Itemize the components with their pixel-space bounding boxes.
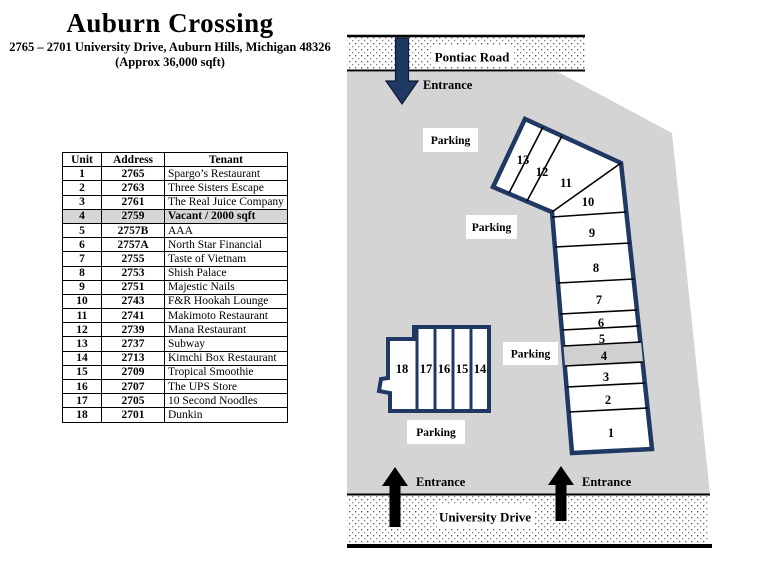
unit-1-label: 1 — [607, 426, 615, 440]
unit-cell: 8 — [63, 266, 102, 280]
unit-15-label: 15 — [455, 362, 469, 376]
address-cell: 2739 — [102, 323, 165, 337]
pontiac-road-label: Pontiac Road — [434, 49, 510, 65]
address-cell: 2763 — [102, 181, 165, 195]
unit-2-label: 2 — [604, 393, 612, 407]
unit-9-label: 9 — [588, 226, 596, 240]
property-address: 2765 – 2701 University Drive, Auburn Hills, Michigan 48326 — [9, 40, 331, 54]
tenant-cell: 10 Second Noodles — [165, 394, 288, 408]
tenant-cell: Three Sisters Escape — [165, 181, 288, 195]
unit-cell: 18 — [63, 408, 102, 422]
unit-14-label: 14 — [473, 362, 487, 376]
unit-cell: 13 — [63, 337, 102, 351]
unit-7-label: 7 — [595, 293, 603, 307]
unit-16-label: 16 — [437, 362, 451, 376]
entrance-label-southeast: Entrance — [582, 475, 632, 489]
university-drive-label: University Drive — [438, 509, 532, 525]
unit-17-label: 17 — [419, 362, 433, 376]
unit-cell: 12 — [63, 323, 102, 337]
unit-cell: 3 — [63, 195, 102, 209]
tenant-cell: F&R Hookah Lounge — [165, 294, 288, 308]
address-cell: 2705 — [102, 394, 165, 408]
tenant-cell: Taste of Vietnam — [165, 252, 288, 266]
unit-cell: 17 — [63, 394, 102, 408]
unit-cell: 5 — [63, 223, 102, 237]
parking-label-north: Parking — [430, 135, 471, 147]
address-cell: 2757A — [102, 238, 165, 252]
tenant-cell: Kimchi Box Restaurant — [165, 351, 288, 365]
address-cell: 2753 — [102, 266, 165, 280]
tenant-cell: Spargo’s Restaurant — [165, 167, 288, 181]
unit-cell: 6 — [63, 238, 102, 252]
unit-cell: 11 — [63, 309, 102, 323]
tenant-cell: Tropical Smoothie — [165, 365, 288, 379]
address-cell: 2743 — [102, 294, 165, 308]
unit-cell: 7 — [63, 252, 102, 266]
parking-label-center: Parking — [471, 222, 512, 234]
address-cell: 2737 — [102, 337, 165, 351]
tenant-cell: Majestic Nails — [165, 280, 288, 294]
address-cell: 2713 — [102, 351, 165, 365]
address-cell: 2761 — [102, 195, 165, 209]
parking-label-south: Parking — [416, 427, 456, 439]
tenant-cell: The Real Juice Company — [165, 195, 288, 209]
address-header: Address — [102, 153, 165, 167]
address-cell: 2707 — [102, 380, 165, 394]
unit-cell: 14 — [63, 351, 102, 365]
unit-header: Unit — [63, 153, 102, 167]
tenant-cell: Subway — [165, 337, 288, 351]
tenant-cell: Mana Restaurant — [165, 323, 288, 337]
unit-cell: 9 — [63, 280, 102, 294]
tenant-cell: Vacant / 2000 sqft — [165, 209, 288, 223]
unit-cell: 4 — [63, 209, 102, 223]
address-cell: 2759 — [102, 209, 165, 223]
property-sqft: (Approx 36,000 sqft) — [115, 55, 225, 69]
address-cell: 2757B — [102, 223, 165, 237]
unit-cell: 16 — [63, 380, 102, 394]
entrance-label-north: Entrance — [423, 78, 473, 92]
unit-cell: 1 — [63, 167, 102, 181]
unit-18-label: 18 — [395, 362, 409, 376]
unit-cell: 2 — [63, 181, 102, 195]
address-cell: 2741 — [102, 309, 165, 323]
address-cell: 2751 — [102, 280, 165, 294]
tenant-cell: The UPS Store — [165, 380, 288, 394]
address-cell: 2709 — [102, 365, 165, 379]
unit-4-label: 4 — [600, 349, 608, 363]
parking-label-east: Parking — [510, 348, 551, 361]
university-drive — [347, 495, 712, 547]
unit-12-label: 12 — [535, 165, 549, 179]
address-cell: 2755 — [102, 252, 165, 266]
unit-6-label: 6 — [597, 316, 605, 330]
entrance-label-southwest: Entrance — [416, 475, 466, 489]
building-west — [379, 327, 489, 411]
unit-cell: 10 — [63, 294, 102, 308]
unit-11-label: 11 — [560, 176, 572, 190]
unit-5-label: 5 — [598, 332, 606, 346]
unit-3-label: 3 — [602, 370, 610, 384]
unit-13-label: 13 — [516, 153, 530, 167]
tenant-cell: Dunkin — [165, 408, 288, 422]
address-cell: 2765 — [102, 167, 165, 181]
tenant-cell: Makimoto Restaurant — [165, 309, 288, 323]
tenant-cell: Shish Palace — [165, 266, 288, 280]
unit-cell: 15 — [63, 365, 102, 379]
tenant-header: Tenant — [165, 153, 288, 167]
unit-10-label: 10 — [581, 195, 595, 209]
tenant-cell: North Star Financial — [165, 238, 288, 252]
pontiac-road — [347, 36, 585, 71]
tenant-cell: AAA — [165, 223, 288, 237]
address-cell: 2701 — [102, 408, 165, 422]
page-title: Auburn Crossing — [66, 8, 274, 38]
unit-8-label: 8 — [592, 261, 600, 275]
